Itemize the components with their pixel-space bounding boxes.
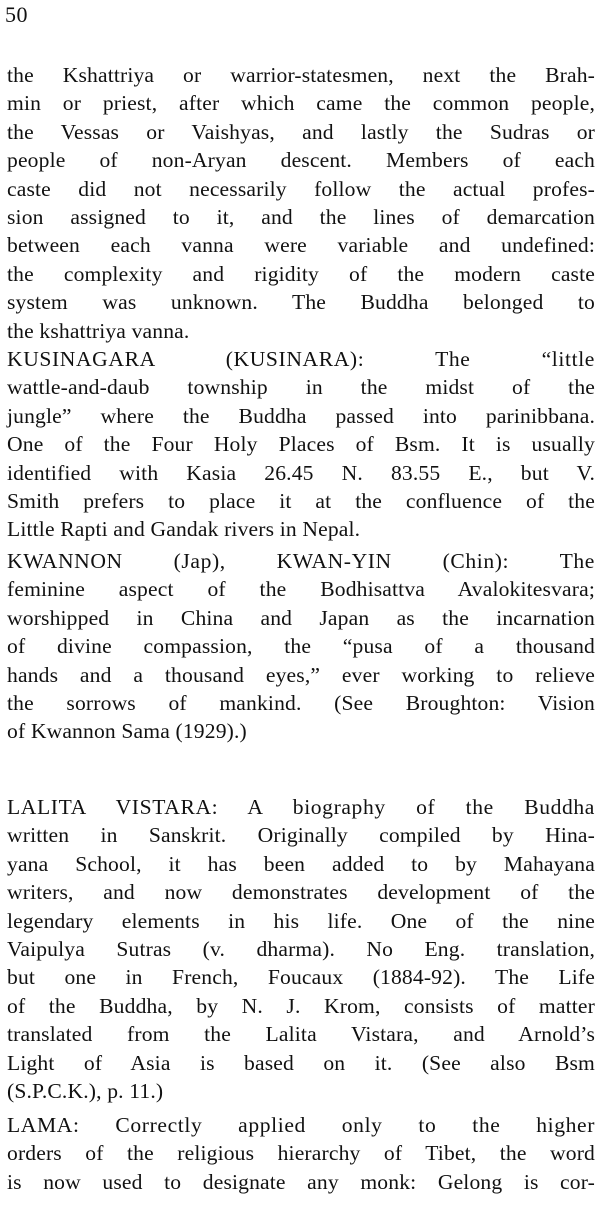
- text-line: jungle” where the Buddha passed into parinibbana.: [7, 403, 595, 428]
- text-line: yana School, it has been added to by Mahayana: [7, 851, 595, 876]
- entry-kusinagara: [7, 345, 595, 544]
- text-line: the complexity and rigidity of the modern caste: [7, 261, 595, 286]
- entry-heading-line: LALITA VISTARA: A biography of the Buddha: [7, 795, 595, 819]
- text-line: orders of the religious hierarchy of Tibet, the word: [7, 1141, 595, 1166]
- text-line: the Vessas or Vaishyas, and lastly the Sudras or: [7, 119, 595, 144]
- text-line: identified with Kasia 26.45 N. 83.55 E., but V.: [7, 460, 595, 485]
- text-line: the Kshattriya or warrior-statesmen, next the Brah-: [7, 63, 595, 87]
- text-line: the sorrows of mankind. (See Broughton: Vision: [7, 691, 595, 716]
- text-line: Light of Asia is based on it. (See also Bsm: [7, 1050, 595, 1075]
- entry-heading-line: KUSINAGARA (KUSINARA): The “little: [7, 347, 595, 371]
- entry-heading-line: KWANNON (Jap), KWAN-YIN (Chin): The: [7, 549, 595, 573]
- text-line: caste did not necessarily follow the actual profes-: [7, 176, 595, 201]
- text-line: the kshattriya vanna.: [7, 318, 190, 343]
- entry-lalita-vistara: [7, 793, 595, 1105]
- text-line: between each vanna were variable and undefined:: [7, 233, 595, 258]
- text-line: feminine aspect of the Bodhisattva Avalokitesvara;: [7, 577, 595, 602]
- text-line: sion assigned to it, and the lines of demarcation: [7, 205, 595, 230]
- text-line: but one in French, Foucaux (1884-92). The Life: [7, 965, 595, 990]
- text-line: of Kwannon Sama (1929).): [7, 719, 247, 744]
- text-line: One of the Four Holy Places of Bsm. It is usually: [7, 432, 595, 457]
- text-line: system was unknown. The Buddha belonged to: [7, 290, 595, 315]
- text-line: written in Sanskrit. Originally compiled by Hina-: [7, 823, 595, 848]
- text-line: Smith prefers to place it at the confluence of the: [7, 489, 595, 514]
- text-line: legendary elements in his life. One of the nine: [7, 908, 595, 933]
- text-line: writers, and now demonstrates development of the: [7, 880, 595, 905]
- text-line: of divine compassion, the “pusa of a thousand: [7, 634, 595, 659]
- text-line: worshipped in China and Japan as the incarnation: [7, 605, 595, 630]
- text-line: translated from the Lalita Vistara, and Arnold’s: [7, 1022, 595, 1047]
- text-line: Vaipulya Sutras (v. dharma). No Eng. translation,: [7, 937, 595, 962]
- text-line: people of non-Aryan descent. Members of each: [7, 148, 595, 173]
- entry-kwannon: [7, 547, 595, 746]
- page-number: 50: [5, 2, 28, 27]
- text-line: min or priest, after which came the common people,: [7, 91, 595, 116]
- entry-heading-line: LAMA: Correctly applied only to the higher: [7, 1113, 595, 1137]
- entry-lama: [7, 1111, 595, 1196]
- text-line: wattle-and-daub township in the midst of the: [7, 375, 595, 400]
- paragraph-vanna-continued: [7, 61, 595, 345]
- text-line: (S.P.C.K.), p. 11.): [7, 1079, 164, 1104]
- text-line: hands and a thousand eyes,” ever working to relieve: [7, 662, 595, 687]
- text-line: of the Buddha, by N. J. Krom, consists of matter: [7, 993, 595, 1018]
- text-line: Little Rapti and Gandak rivers in Nepal.: [7, 517, 361, 542]
- text-line: is now used to designate any monk: Gelong is cor-: [7, 1169, 595, 1194]
